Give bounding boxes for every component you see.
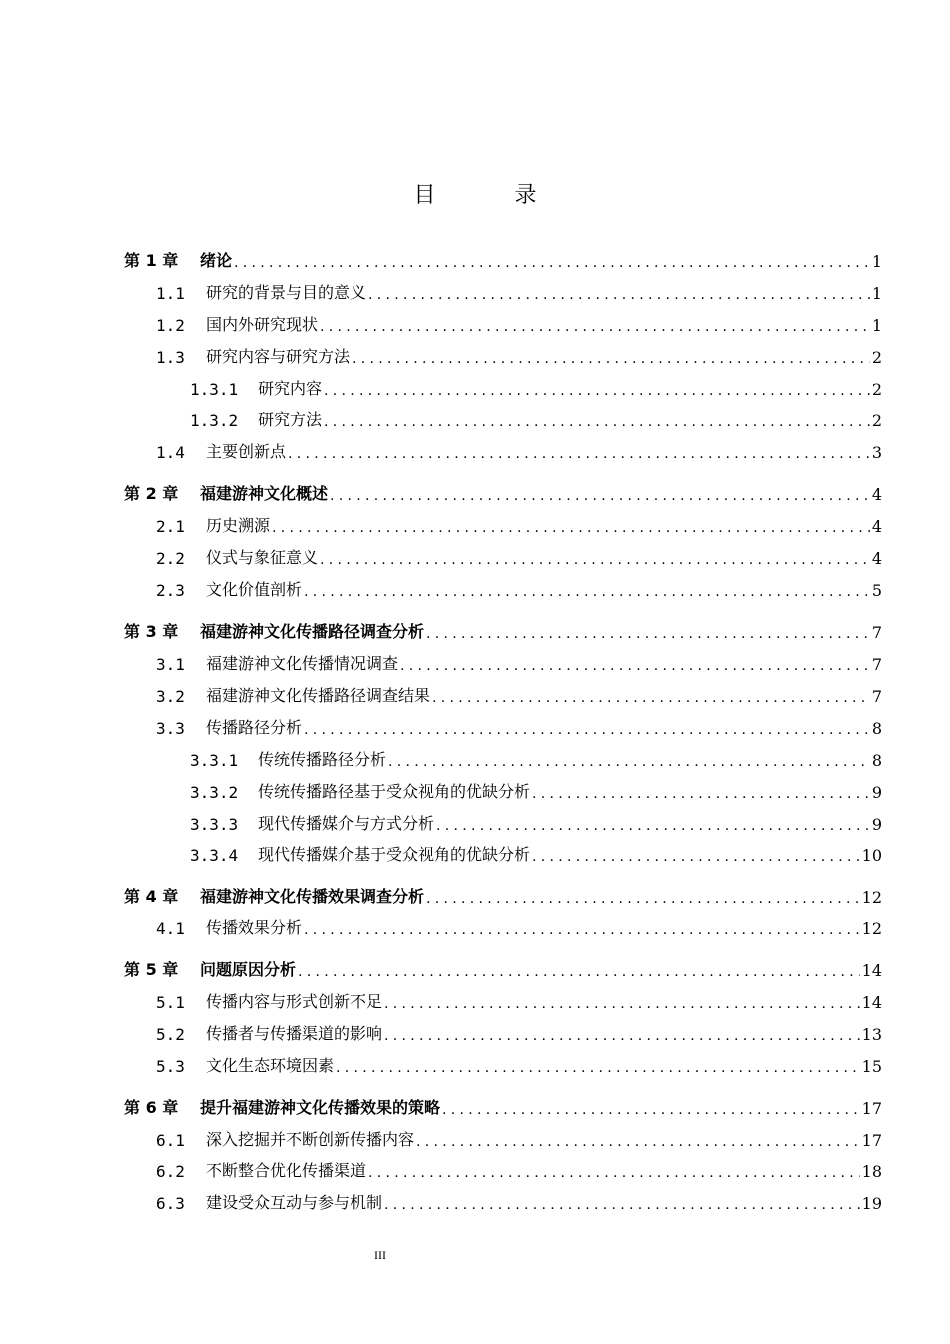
toc-entry-page-number: 2 [871,348,882,367]
toc-entry-page-number: 8 [871,719,882,738]
toc-entry-number: 第 4 章 [124,887,179,906]
dot-leader [388,752,870,770]
toc-entry-page-number: 15 [861,1057,882,1076]
toc-entry-number: 6.1 [156,1131,185,1150]
dot-leader [442,1100,860,1118]
toc-entry-number: 1.3.2 [190,411,239,430]
toc-entry-number: 5.1 [156,993,185,1012]
toc-entry-page-number: 4 [871,517,882,536]
toc-entry-page-number: 7 [871,623,882,642]
dot-leader [304,920,860,938]
toc-entry-title: 研究方法 [258,410,323,429]
toc-entry-page-number: 4 [871,549,882,568]
toc-entry[interactable] [156,576,882,600]
toc-title: 目 录 [413,183,573,208]
toc-entry-number: 1.4 [156,443,185,462]
toc-entry-page-number: 10 [861,846,882,865]
toc-entry-page-number: 12 [861,919,882,938]
toc-entry-title: 传播者与传播渠道的影响 [206,1024,383,1043]
toc-entry-title: 绪论 [200,251,233,270]
toc-entry-number: 3.3.3 [190,815,239,834]
toc-entry-title: 深入挖掘并不断创新传播内容 [206,1130,415,1149]
toc-entry-number: 5.2 [156,1025,185,1044]
toc-entry-title: 传播路径分析 [206,718,303,737]
toc-entry-number: 第 1 章 [124,251,179,270]
toc-entry-number: 3.3.2 [190,783,239,802]
dot-leader [426,624,870,642]
toc-entry[interactable] [156,650,882,674]
toc-entry-page-number: 14 [861,993,882,1012]
toc-entry-title: 传统传播路径分析 [258,750,387,769]
toc-entry-title: 福建游神文化概述 [200,484,329,503]
toc-entry-page-number: 19 [861,1194,882,1213]
dot-leader [288,444,870,462]
toc-entry[interactable] [156,682,882,706]
toc-entry-page-number: 5 [871,581,882,600]
toc-entry[interactable] [124,618,882,642]
toc-entry-number: 5.3 [156,1057,185,1076]
toc-entry-title: 传播内容与形式创新不足 [206,992,383,1011]
toc-entry-number: 3.1 [156,655,185,674]
toc-entry[interactable] [156,1126,882,1150]
dot-leader [304,720,870,738]
toc-entry-title: 主要创新点 [206,442,287,461]
toc-entry-title: 研究的背景与目的意义 [206,283,367,302]
dot-leader [384,994,860,1012]
toc-entry-page-number: 7 [871,687,882,706]
toc-entry[interactable] [124,883,882,907]
dot-leader [532,847,860,865]
toc-entry-page-number: 2 [871,411,882,430]
toc-entry-page-number: 1 [871,252,882,271]
dot-leader [234,253,870,271]
toc-entry[interactable] [156,544,882,568]
toc-entry-title: 文化生态环境因素 [206,1056,335,1075]
toc-entry-title: 传播效果分析 [206,918,303,937]
dot-leader [368,1163,860,1181]
dot-leader [432,688,870,706]
toc-entry-title: 不断整合优化传播渠道 [206,1161,367,1180]
toc-entry-title: 福建游神文化传播路径调查结果 [206,686,431,705]
toc-entry-number: 3.3.1 [190,751,239,770]
dot-leader [416,1132,860,1150]
dot-leader [352,349,870,367]
toc-entry-number: 第 3 章 [124,622,179,641]
toc-entry-title: 文化价值剖析 [206,580,303,599]
toc-entry[interactable] [156,343,882,367]
dot-leader [320,550,870,568]
toc-entry[interactable] [156,438,882,462]
toc-entry[interactable] [124,1094,882,1118]
dot-leader [384,1026,860,1044]
toc-entry-page-number: 1 [871,284,882,303]
toc-entry[interactable] [190,841,882,865]
dot-leader [330,486,870,504]
dot-leader [384,1195,860,1213]
toc-entry-number: 第 6 章 [124,1098,179,1117]
toc-entry[interactable] [156,279,882,303]
dot-leader [532,784,870,802]
toc-entry[interactable] [124,956,882,980]
toc-entry-page-number: 9 [871,783,882,802]
toc-entry[interactable] [124,480,882,504]
dot-leader [304,582,870,600]
toc-entry-number: 第 2 章 [124,484,179,503]
dot-leader [272,518,870,536]
toc-entry-page-number: 2 [871,380,882,399]
toc-entry-title: 现代传播媒介基于受众视角的优缺分析 [258,845,531,864]
toc-entry[interactable] [190,375,882,399]
toc-entry-number: 3.2 [156,687,185,706]
toc-entry-page-number: 17 [861,1099,882,1118]
toc-entry-page-number: 9 [871,815,882,834]
toc-entry[interactable] [190,406,882,430]
dot-leader [298,962,860,980]
toc-entry[interactable] [156,512,882,536]
toc-entry-number: 2.2 [156,549,185,568]
toc-entry[interactable] [190,746,882,770]
toc-entry-title: 福建游神文化传播效果调查分析 [200,887,425,906]
dot-leader [320,317,870,335]
dot-leader [426,889,860,907]
toc-entry-number: 第 5 章 [124,960,179,979]
page-number-footer: III [374,1248,386,1262]
toc-entry-page-number: 18 [861,1162,882,1181]
toc-entry-number: 2.3 [156,581,185,600]
toc-entry[interactable] [156,988,882,1012]
toc-entry-page-number: 13 [861,1025,882,1044]
toc-entry[interactable] [190,778,882,802]
toc-entry-title: 历史溯源 [206,516,271,535]
toc-entry-page-number: 3 [871,443,882,462]
toc-entry[interactable] [156,1157,882,1181]
toc-entry-title: 现代传播媒介与方式分析 [258,814,435,833]
toc-entry-title: 福建游神文化传播路径调查分析 [200,622,425,641]
toc-entry-number: 3.3.4 [190,846,239,865]
toc-entry-number: 1.3.1 [190,380,239,399]
toc-entry-page-number: 7 [871,655,882,674]
dot-leader [336,1058,860,1076]
toc-entry-page-number: 1 [871,316,882,335]
toc-entry[interactable] [156,1052,882,1076]
toc-entry[interactable] [156,1020,882,1044]
toc-entry-number: 1.3 [156,348,185,367]
toc-entry-title: 提升福建游神文化传播效果的策略 [200,1098,441,1117]
toc-entry-page-number: 8 [871,751,882,770]
toc-entry[interactable] [156,914,882,938]
dot-leader [436,816,870,834]
toc-entry-number: 6.3 [156,1194,185,1213]
toc-entry-page-number: 17 [861,1131,882,1150]
toc-entry-number: 2.1 [156,517,185,536]
toc-entry[interactable] [156,714,882,738]
toc-entry-number: 3.3 [156,719,185,738]
dot-leader [368,285,870,303]
toc-entry-title: 问题原因分析 [200,960,297,979]
toc-entry-title: 仪式与象征意义 [206,548,319,567]
dot-leader [324,412,870,430]
toc-entry-page-number: 12 [861,888,882,907]
dot-leader [324,381,870,399]
toc-entry-title: 研究内容与研究方法 [206,347,351,366]
toc-entry-page-number: 14 [861,961,882,980]
toc-entry-number: 1.1 [156,284,185,303]
toc-entry-title: 传统传播路径基于受众视角的优缺分析 [258,782,531,801]
toc-entry-title: 研究内容 [258,379,323,398]
toc-entry-page-number: 4 [871,485,882,504]
toc-entry-title: 建设受众互动与参与机制 [206,1193,383,1212]
toc-entry[interactable] [156,311,882,335]
toc-entry[interactable] [156,1189,882,1213]
toc-entry-number: 1.2 [156,316,185,335]
toc-entry-title: 福建游神文化传播情况调查 [206,654,399,673]
toc-entry[interactable] [190,810,882,834]
toc-entry-number: 6.2 [156,1162,185,1181]
dot-leader [400,656,870,674]
toc-entry-number: 4.1 [156,919,185,938]
toc-entry-title: 国内外研究现状 [206,315,319,334]
toc-entry[interactable] [124,247,882,271]
